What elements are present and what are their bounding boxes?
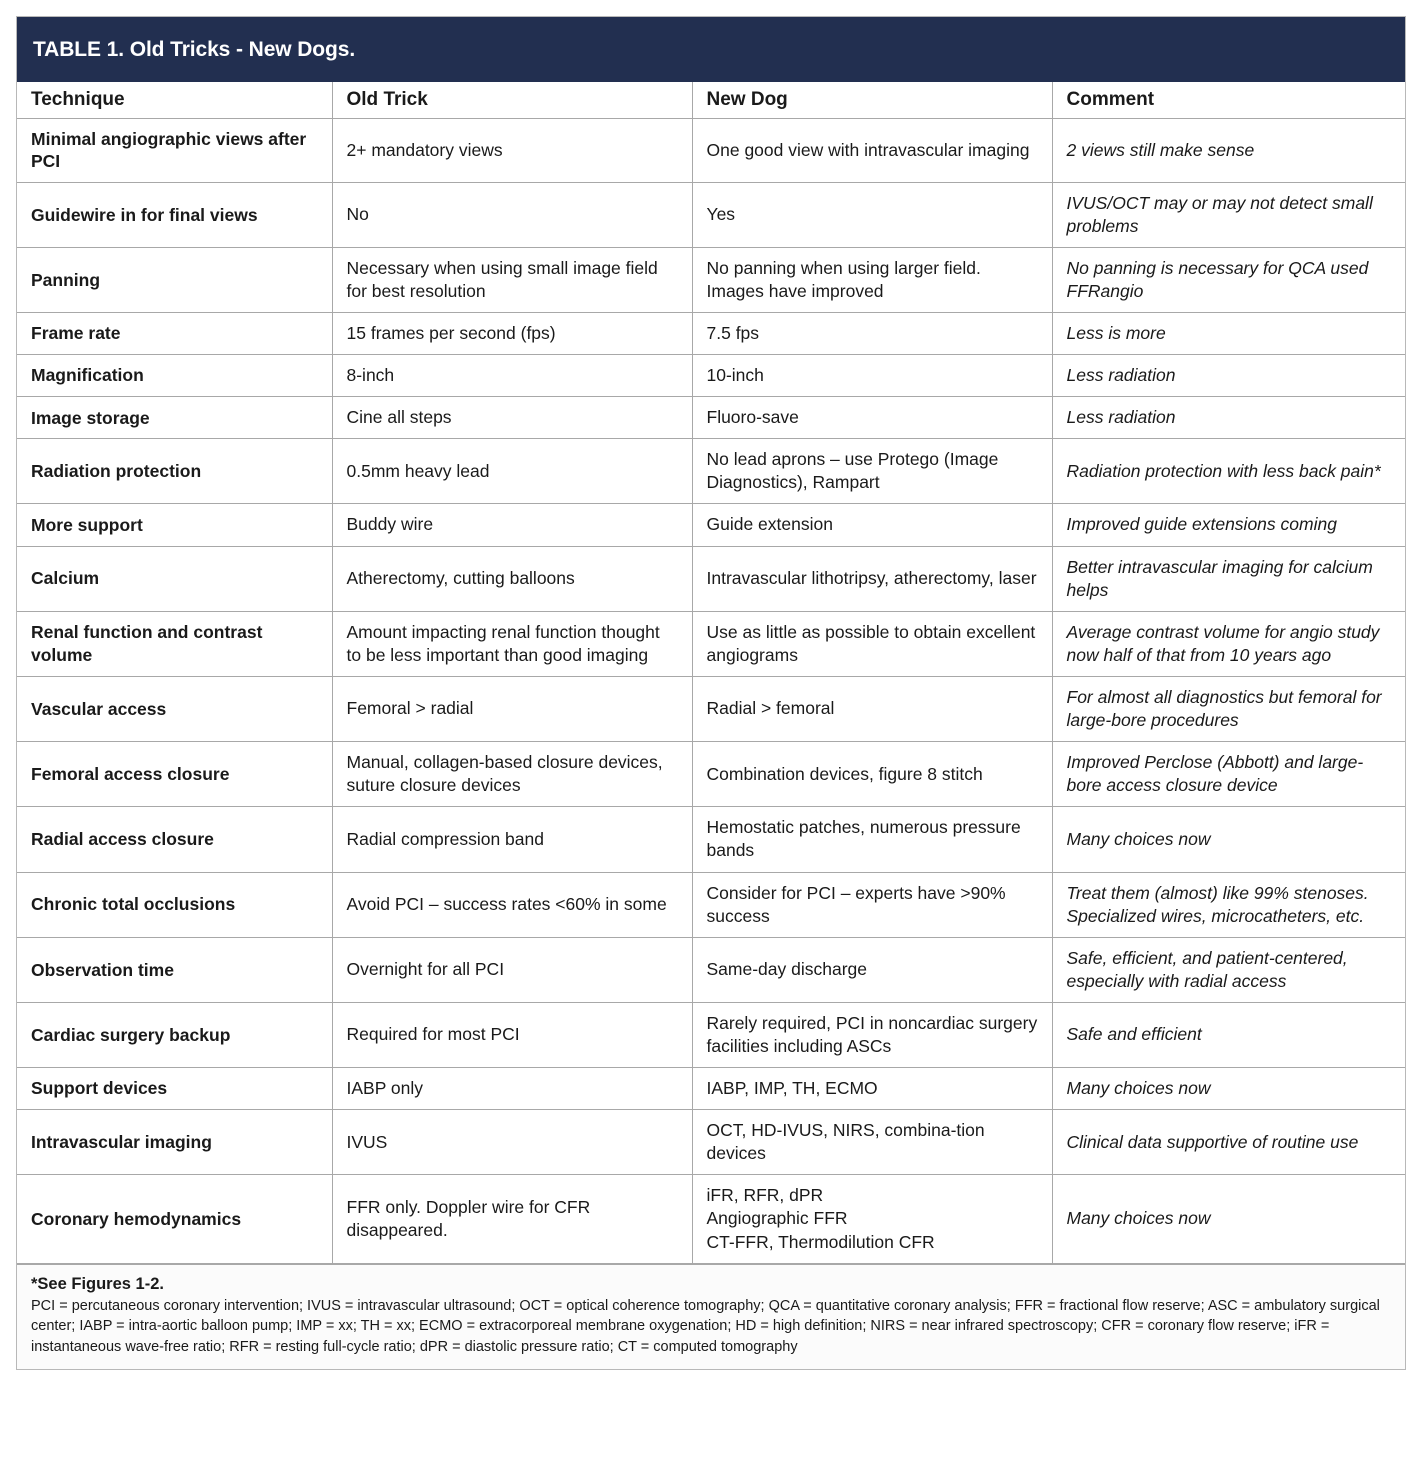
cell-old-trick: Atherectomy, cutting balloons [332, 546, 692, 611]
table-row [17, 313, 1405, 355]
cell-comment: Many choices now [1052, 1175, 1405, 1263]
table-row [17, 611, 1405, 676]
cell-technique: Vascular access [17, 676, 332, 741]
cell-comment: Less is more [1052, 313, 1405, 355]
cell-new-dog: Same-day discharge [692, 937, 1052, 1002]
cell-old-trick: 2+ mandatory views [332, 118, 692, 182]
cell-technique: Panning [17, 247, 332, 312]
table-row [17, 807, 1405, 872]
cell-comment: Safe, efficient, and patient-centered, especially with radial access [1052, 937, 1405, 1002]
cell-comment: IVUS/OCT may or may not detect small problems [1052, 182, 1405, 247]
cell-technique: Frame rate [17, 313, 332, 355]
cell-comment: Many choices now [1052, 1068, 1405, 1110]
table-container [16, 16, 1406, 1370]
cell-old-trick: Avoid PCI – success rates <60% in some [332, 872, 692, 937]
cell-technique: Guidewire in for final views [17, 182, 332, 247]
column-header-old-trick: Old Trick [332, 82, 692, 118]
table-row [17, 397, 1405, 439]
cell-technique: More support [17, 504, 332, 546]
cell-technique: Observation time [17, 937, 332, 1002]
cell-new-dog: 10-inch [692, 355, 1052, 397]
table-row [17, 872, 1405, 937]
cell-new-dog: Use as little as possible to obtain excellent angiograms [692, 611, 1052, 676]
cell-comment: 2 views still make sense [1052, 118, 1405, 182]
cell-new-dog: Radial > femoral [692, 676, 1052, 741]
cell-old-trick: FFR only. Doppler wire for CFR disappeared. [332, 1175, 692, 1263]
cell-technique: Minimal angiographic views after PCI [17, 118, 332, 182]
cell-new-dog: Fluoro-save [692, 397, 1052, 439]
cell-technique: Coronary hemodynamics [17, 1175, 332, 1263]
table-title: TABLE 1. Old Tricks - New Dogs. [17, 17, 1405, 82]
table-row [17, 1175, 1405, 1263]
cell-technique: Renal function and contrast volume [17, 611, 332, 676]
cell-old-trick: Amount impacting renal function thought to be less important than good imaging [332, 611, 692, 676]
cell-old-trick: No [332, 182, 692, 247]
cell-comment: Safe and efficient [1052, 1002, 1405, 1067]
cell-new-dog: IABP, IMP, TH, ECMO [692, 1068, 1052, 1110]
cell-new-dog: Rarely required, PCI in noncardiac surgery facilities including ASCs [692, 1002, 1052, 1067]
cell-old-trick: IABP only [332, 1068, 692, 1110]
cell-old-trick: IVUS [332, 1110, 692, 1175]
cell-technique: Calcium [17, 546, 332, 611]
table-row [17, 1110, 1405, 1175]
comparison-table [17, 82, 1405, 1264]
cell-comment: Radiation protection with less back pain* [1052, 439, 1405, 504]
table-row [17, 546, 1405, 611]
table-row [17, 742, 1405, 807]
cell-new-dog: Yes [692, 182, 1052, 247]
cell-comment: Many choices now [1052, 807, 1405, 872]
cell-old-trick: Buddy wire [332, 504, 692, 546]
table-row [17, 676, 1405, 741]
cell-comment: Less radiation [1052, 355, 1405, 397]
cell-comment: Average contrast volume for angio study now half of that from 10 years ago [1052, 611, 1405, 676]
cell-old-trick: Overnight for all PCI [332, 937, 692, 1002]
cell-new-dog: OCT, HD-IVUS, NIRS, combina-tion devices [692, 1110, 1052, 1175]
cell-comment: Less radiation [1052, 397, 1405, 439]
cell-technique: Radial access closure [17, 807, 332, 872]
cell-new-dog: One good view with intravascular imaging [692, 118, 1052, 182]
table-row [17, 937, 1405, 1002]
cell-technique: Magnification [17, 355, 332, 397]
cell-old-trick: Femoral > radial [332, 676, 692, 741]
cell-technique: Cardiac surgery backup [17, 1002, 332, 1067]
cell-technique: Intravascular imaging [17, 1110, 332, 1175]
column-header-comment: Comment [1052, 82, 1405, 118]
table-row [17, 504, 1405, 546]
cell-technique: Support devices [17, 1068, 332, 1110]
table-row [17, 355, 1405, 397]
table-row [17, 118, 1405, 182]
cell-new-dog: Combination devices, figure 8 stitch [692, 742, 1052, 807]
table-row [17, 182, 1405, 247]
cell-comment: Better intravascular imaging for calcium helps [1052, 546, 1405, 611]
cell-old-trick: Radial compression band [332, 807, 692, 872]
cell-new-dog: Guide extension [692, 504, 1052, 546]
column-header-technique: Technique [17, 82, 332, 118]
table-header [17, 82, 1405, 118]
cell-comment: Clinical data supportive of routine use [1052, 1110, 1405, 1175]
cell-new-dog: Intravascular lithotripsy, atherectomy, laser [692, 546, 1052, 611]
footnote-title: *See Figures 1-2. [31, 1274, 164, 1293]
cell-comment: Improved guide extensions coming [1052, 504, 1405, 546]
header-row [17, 82, 1405, 118]
cell-comment: For almost all diagnostics but femoral for large-bore procedures [1052, 676, 1405, 741]
table-row [17, 439, 1405, 504]
cell-new-dog: Consider for PCI – experts have >90% success [692, 872, 1052, 937]
cell-technique: Femoral access closure [17, 742, 332, 807]
cell-old-trick: 8-inch [332, 355, 692, 397]
table-footnote [17, 1264, 1405, 1370]
cell-technique: Radiation protection [17, 439, 332, 504]
cell-comment: No panning is necessary for QCA used FFRangio [1052, 247, 1405, 312]
cell-old-trick: 0.5mm heavy lead [332, 439, 692, 504]
footnote-abbreviations: PCI = percutaneous coronary intervention; IVUS = intravascular ultrasound; OCT = optical coherence tomography; QCA = quantitative coronary analysis; FFR = fractional flow reserve; ASC = ambulatory surgical center; IABP = intra-aortic balloon pump; IMP = xx; TH = xx; ECMO = extracorporeal membrane oxygenation; HD = high definition; NIRS = near infrared spectroscopy; CFR = coronary flow reserve; iFR = instantaneous wave-free ratio; RFR = resting full-cycle ratio; dPR = diastolic pressure ratio; CT = computed tomography [31, 1297, 1380, 1355]
cell-new-dog: 7.5 fps [692, 313, 1052, 355]
cell-new-dog: iFR, RFR, dPR Angiographic FFR CT-FFR, Thermodilution CFR [692, 1175, 1052, 1263]
table-row [17, 1002, 1405, 1067]
table-row [17, 247, 1405, 312]
cell-comment: Treat them (almost) like 99% stenoses. Specialized wires, microcatheters, etc. [1052, 872, 1405, 937]
cell-new-dog: No lead aprons – use Protego (Image Diagnostics), Rampart [692, 439, 1052, 504]
cell-technique: Image storage [17, 397, 332, 439]
column-header-new-dog: New Dog [692, 82, 1052, 118]
cell-old-trick: Required for most PCI [332, 1002, 692, 1067]
table-body [17, 118, 1405, 1263]
cell-comment: Improved Perclose (Abbott) and large-bore access closure device [1052, 742, 1405, 807]
cell-new-dog: No panning when using larger field. Images have improved [692, 247, 1052, 312]
cell-old-trick: Cine all steps [332, 397, 692, 439]
cell-old-trick: 15 frames per second (fps) [332, 313, 692, 355]
cell-old-trick: Necessary when using small image field for best resolution [332, 247, 692, 312]
cell-old-trick: Manual, collagen-based closure devices, suture closure devices [332, 742, 692, 807]
table-row [17, 1068, 1405, 1110]
cell-technique: Chronic total occlusions [17, 872, 332, 937]
cell-new-dog: Hemostatic patches, numerous pressure bands [692, 807, 1052, 872]
